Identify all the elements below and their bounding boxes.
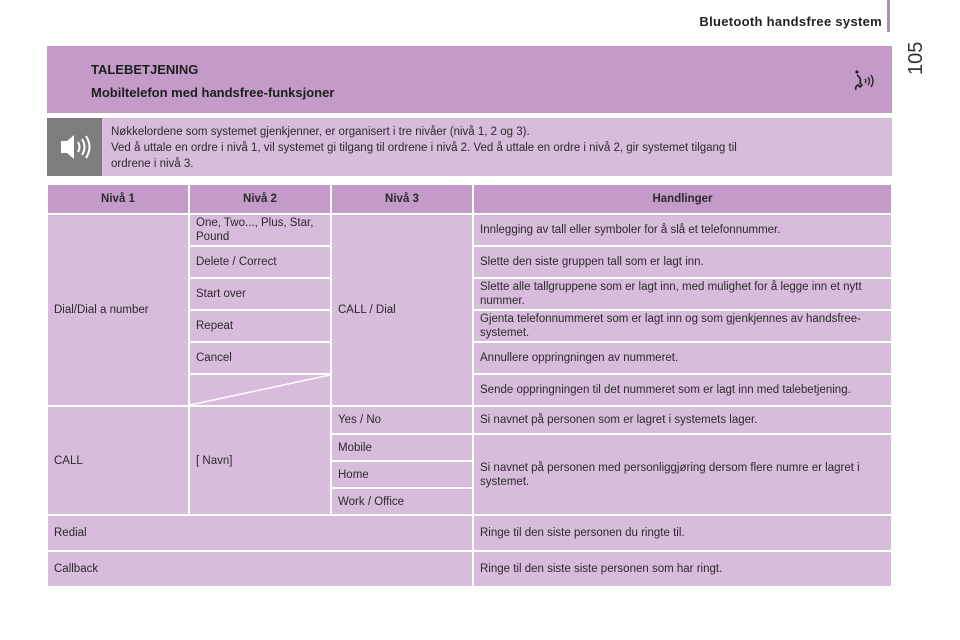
speaker-icon [47, 118, 102, 176]
table-header-row [48, 185, 891, 213]
action-cell: Slette alle tallgruppene som er lagt inn, med mulighet for å legge inn et nytt nummer. [474, 279, 891, 309]
action-cell: Gjenta telefonnummeret som er lagt inn og som gjenkjennes av handsfree-systemet. [474, 311, 891, 341]
level3-cell: CALL / Dial [332, 215, 472, 405]
level2-cell: Delete / Correct [190, 247, 330, 277]
level2-cell: [ Navn] [190, 407, 330, 514]
action-cell: Si navnet på personen som er lagret i systemets lager. [474, 407, 891, 433]
section-subtitle: Mobiltelefon med handsfree-funksjoner [91, 85, 335, 100]
intro-text [111, 124, 881, 172]
column-header: Nivå 1 [48, 185, 188, 213]
section-title: TALEBETJENING [91, 62, 199, 77]
redial-cell: Redial [48, 516, 472, 550]
callback-cell: Callback [48, 552, 472, 586]
column-header: Handlinger [474, 185, 891, 213]
section-banner [47, 46, 892, 113]
diagonal-line [190, 375, 330, 405]
intro-line: ordrene i nivå 3. [111, 158, 194, 170]
action-cell: Innlegging av tall eller symboler for å slå et telefonnummer. [474, 215, 891, 245]
action-cell: Ringe til den siste siste personen som har ringt. [474, 552, 891, 586]
table-row [48, 552, 891, 586]
level2-cell: Start over [190, 279, 330, 309]
voice-command-table [46, 183, 893, 588]
level2-cell: Repeat [190, 311, 330, 341]
intro-line: Nøkkelordene som systemet gjenkjenner, er organisert i tre nivåer (nivå 1, 2 og 3). [111, 126, 530, 138]
level3-cell: Home [332, 462, 472, 487]
intro-line: Ved å uttale en ordre i nivå 1, vil systemet gi tilgang til ordrene i nivå 2. Ved å uttale en ordre i nivå 2, gir systemet tilgang til [111, 142, 737, 154]
level3-cell: Yes / No [332, 407, 472, 433]
action-cell: Sende oppringningen til det nummeret som er lagt inn med talebetjening. [474, 375, 891, 405]
level2-cell: One, Two..., Plus, Star, Pound [190, 215, 330, 245]
level3-cell: Work / Office [332, 489, 472, 514]
action-cell: Si navnet på personen med personliggjøring dersom flere numre er lagret i systemet. [474, 435, 891, 514]
table-row [48, 407, 891, 433]
action-cell: Slette den siste gruppen tall som er lagt inn. [474, 247, 891, 277]
level3-cell: Mobile [332, 435, 472, 460]
level2-cell: Cancel [190, 343, 330, 373]
column-header: Nivå 3 [332, 185, 472, 213]
action-cell: Annullere oppringningen av nummeret. [474, 343, 891, 373]
running-header: Bluetooth handsfree system [699, 14, 882, 29]
level1-cell: Dial/Dial a number [48, 215, 188, 405]
voice-command-icon [852, 68, 878, 94]
level1-cell: CALL [48, 407, 188, 514]
header-divider [887, 0, 890, 32]
column-header: Nivå 2 [190, 185, 330, 213]
page-number: 105 [905, 41, 927, 75]
intro-box [47, 118, 892, 176]
action-cell: Ringe til den siste personen du ringte til. [474, 516, 891, 550]
table-row [48, 516, 891, 550]
table-row [48, 215, 891, 245]
empty-level2-cell [190, 375, 330, 405]
